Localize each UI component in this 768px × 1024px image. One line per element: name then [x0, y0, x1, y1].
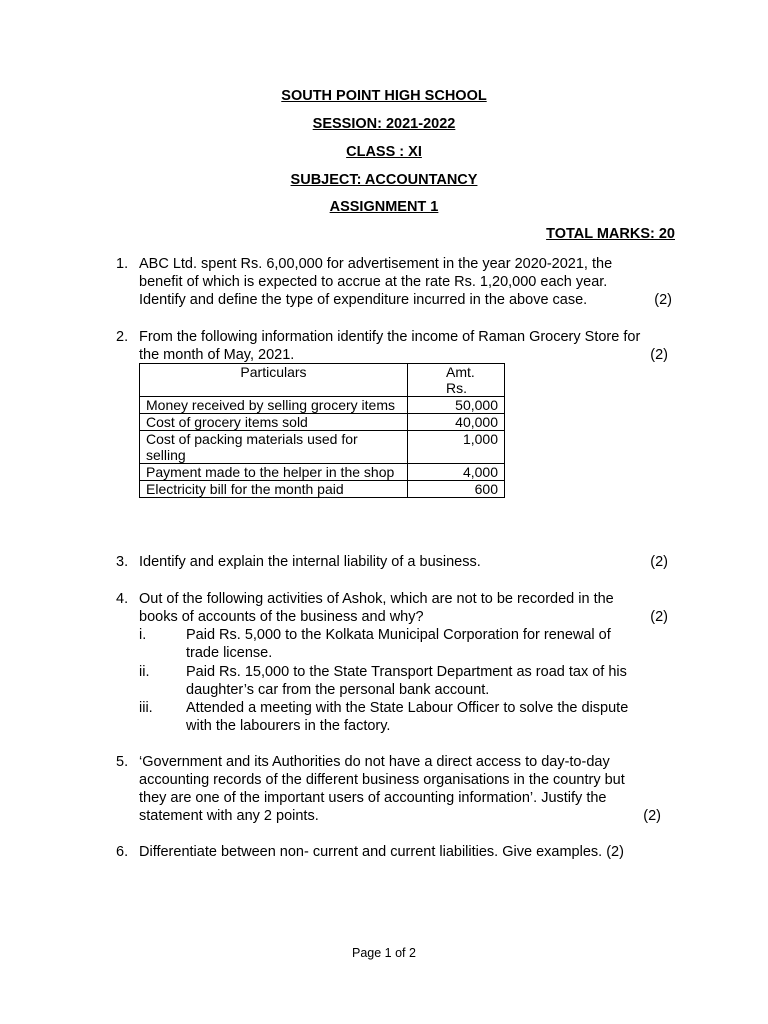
- table-header-row: [140, 364, 505, 397]
- question-line: benefit of which is expected to accrue at the rate Rs. 1,20,000 each year.: [139, 274, 608, 290]
- table-cell-amount: 4,000: [408, 464, 505, 481]
- table-row: [140, 431, 505, 464]
- table-header-amount: Amt. Rs.: [408, 364, 505, 397]
- question-marks: (2): [650, 609, 668, 625]
- question-3: [116, 553, 676, 571]
- question-number: 4.: [116, 591, 129, 607]
- q4-item-iii: [139, 699, 679, 735]
- table-cell-item: Cost of packing materials used for selling: [140, 431, 408, 464]
- q4-item-i: [139, 626, 679, 662]
- table-header-particulars: Particulars: [140, 364, 408, 397]
- question-4: [116, 590, 676, 626]
- item-numeral: iii.: [139, 700, 153, 716]
- question-number: 5.: [116, 754, 129, 770]
- income-table: [139, 363, 505, 498]
- item-line: Attended a meeting with the State Labour Officer to solve the dispute: [186, 700, 629, 716]
- question-number: 1.: [116, 256, 129, 272]
- question-line: they are one of the important users of accounting information’. Justify the: [139, 790, 607, 806]
- item-numeral: ii.: [139, 664, 150, 680]
- question-1: [116, 255, 676, 309]
- question-number: 2.: [116, 329, 129, 345]
- table-cell-item: Payment made to the helper in the shop: [140, 464, 408, 481]
- question-marks: (2): [654, 292, 672, 308]
- question-marks: (2): [650, 347, 668, 363]
- item-line: Paid Rs. 15,000 to the State Transport Department as road tax of his: [186, 664, 627, 680]
- question-line: statement with any 2 points.: [139, 808, 319, 824]
- item-line: Paid Rs. 5,000 to the Kolkata Municipal Corporation for renewal of: [186, 627, 611, 643]
- assignment-heading: ASSIGNMENT 1: [329, 199, 439, 215]
- question-2: [116, 328, 676, 364]
- question-line: Differentiate between non- current and current liabilities. Give examples. (2): [139, 844, 624, 860]
- table-cell-amount: 600: [408, 481, 505, 498]
- question-number: 3.: [116, 554, 129, 570]
- subject-heading: SUBJECT: ACCOUNTANCY: [290, 172, 478, 188]
- table-cell-amount: 1,000: [408, 431, 505, 464]
- question-line: ‘Government and its Authorities do not have a direct access to day-to-day: [139, 754, 610, 770]
- table-cell-amount: 50,000: [408, 397, 505, 414]
- question-line: Out of the following activities of Ashok, which are not to be recorded in the: [139, 591, 614, 607]
- question-number: 6.: [116, 844, 129, 860]
- session-heading: SESSION: 2021-2022: [312, 116, 456, 132]
- school-name: SOUTH POINT HIGH SCHOOL: [281, 88, 487, 104]
- table-cell-item: Money received by selling grocery items: [140, 397, 408, 414]
- question-5: [116, 753, 676, 825]
- table-row: [140, 397, 505, 414]
- table-cell-item: Cost of grocery items sold: [140, 414, 408, 431]
- item-line: with the labourers in the factory.: [186, 718, 391, 734]
- table-row: [140, 481, 505, 498]
- item-numeral: i.: [139, 627, 147, 643]
- question-line: Identify and define the type of expenditure incurred in the above case.: [139, 292, 588, 308]
- class-heading: CLASS : XI: [346, 144, 422, 160]
- table-row: [140, 464, 505, 481]
- question-line: accounting records of the different business organisations in the country but: [139, 772, 625, 788]
- q4-item-ii: [139, 663, 679, 699]
- table-row: [140, 414, 505, 431]
- question-line: From the following information identify the income of Raman Grocery Store for: [139, 329, 641, 345]
- table-cell-amount: 40,000: [408, 414, 505, 431]
- question-line: the month of May, 2021.: [139, 347, 295, 363]
- question-line: ABC Ltd. spent Rs. 6,00,000 for advertisement in the year 2020-2021, the: [139, 256, 613, 272]
- item-line: daughter’s car from the personal bank account.: [186, 682, 490, 698]
- question-line: Identify and explain the internal liability of a business.: [139, 554, 481, 570]
- question-marks: (2): [650, 554, 668, 570]
- table-cell-item: Electricity bill for the month paid: [140, 481, 408, 498]
- question-marks: (2): [643, 808, 661, 824]
- total-marks: TOTAL MARKS: 20: [546, 226, 675, 242]
- item-line: trade license.: [186, 645, 273, 661]
- page-footer: Page 1 of 2: [352, 946, 416, 960]
- question-6: [116, 843, 676, 861]
- question-line: books of accounts of the business and why?: [139, 609, 424, 625]
